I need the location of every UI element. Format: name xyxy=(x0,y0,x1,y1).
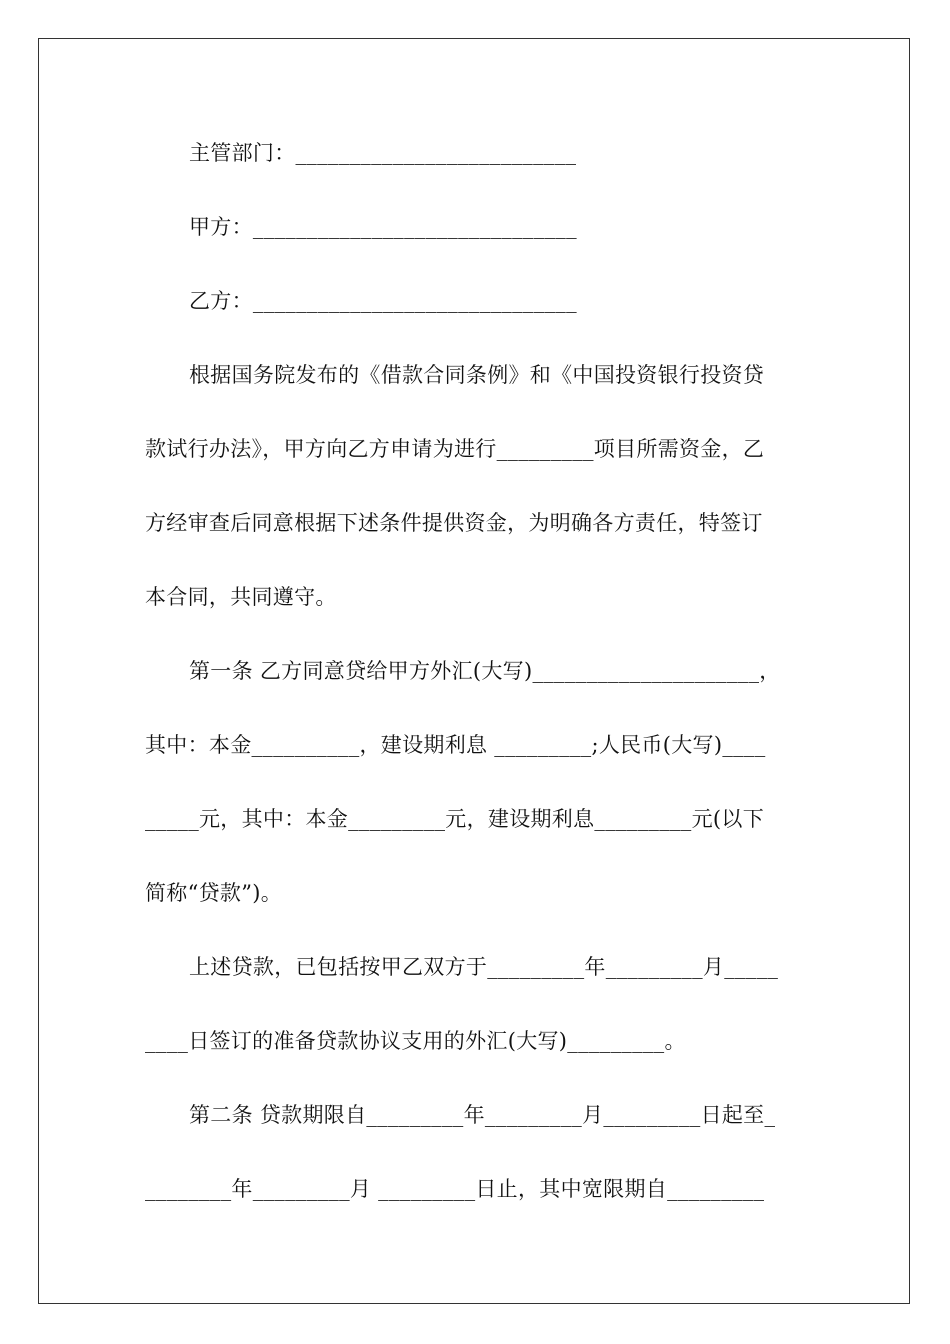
contract-body xyxy=(145,128,805,1238)
article-2-line-2: ________年_________月 _________日止，其中宽限期自_________ xyxy=(145,1177,765,1201)
article-1-line-2: 其中：本金__________，建设期利息 _________;人民币(大写)____ xyxy=(145,733,766,757)
loan-note-line-1: 上述贷款，已包括按甲乙双方于_________年_________月_____ xyxy=(189,955,779,979)
article-2-line-1: 第二条 贷款期限自_________年_________月_________日起至_ xyxy=(189,1103,776,1127)
department-line: 主管部门：__________________________ xyxy=(189,141,577,165)
loan-note-line-2: ____日签订的准备贷款协议支用的外汇(大写)_________。 xyxy=(145,1029,686,1053)
preamble-line-1: 根据国务院发布的《借款合同条例》和《中国投资银行投资贷 xyxy=(189,363,765,387)
preamble-line-3: 方经审查后同意根据下述条件提供资金，为明确各方责任，特签订 xyxy=(145,511,763,535)
preamble-line-4: 本合同，共同遵守。 xyxy=(145,585,337,609)
article-1-line-4: 简称“贷款”)。 xyxy=(145,881,283,905)
party-a-line: 甲方：______________________________ xyxy=(189,215,577,239)
article-1-line-3: _____元，其中：本金_________元，建设期利息_________元(以下 xyxy=(145,807,764,831)
party-b-line: 乙方：______________________________ xyxy=(189,289,577,313)
preamble-line-2: 款试行办法》，甲方向乙方申请为进行_________项目所需资金，乙 xyxy=(145,437,765,461)
article-1-line-1: 第一条 乙方同意贷给甲方外汇(大写)_____________________， xyxy=(189,659,781,683)
